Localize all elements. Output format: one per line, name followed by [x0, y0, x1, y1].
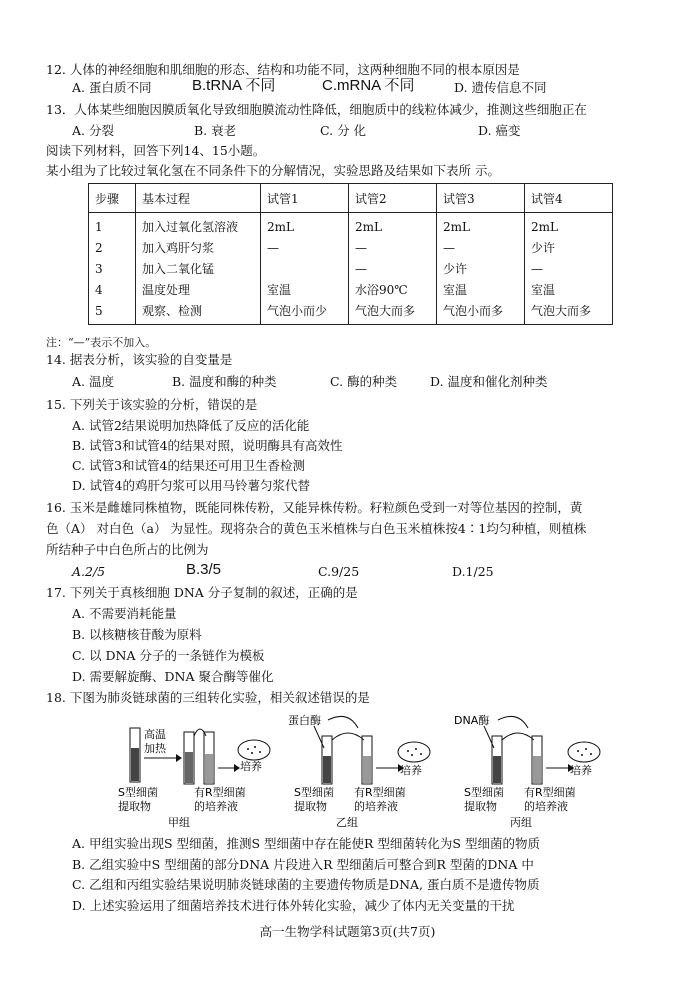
- experiment-table: [88, 183, 613, 325]
- tube4-column: 2mL 少许 — 室温 气泡大而多: [525, 213, 613, 325]
- group-bing: [454, 713, 600, 829]
- enzyme-label-3: DNA酶: [454, 714, 490, 727]
- q17-option-a: A. 不需要消耗能量: [72, 606, 177, 621]
- group-jia: [118, 727, 270, 829]
- tube1-column: 2mL — 室温 气泡小而少: [261, 213, 349, 325]
- q17-option-c: C. 以 DNA 分子的一条链作为模板: [72, 648, 265, 663]
- dish-3: [568, 742, 600, 762]
- q15-option-d: D. 试管4的鸡肝匀浆可以用马铃薯匀浆代替: [72, 478, 310, 493]
- extract-label-3b: 提取物: [464, 800, 497, 813]
- q17-option-b: B. 以核糖核苷酸为原料: [72, 627, 202, 642]
- header-tube4: 试管4: [525, 184, 613, 213]
- arrow-head-heat: [176, 754, 182, 762]
- q16-line2: 色（A） 对白色（a） 为显性。现将杂合的黄色玉米植株与白色玉米植株按4∶1均匀种植，则植株: [46, 521, 587, 536]
- header-step: 步骤: [89, 184, 136, 213]
- q12-option-a: A. 蛋白质不同: [72, 80, 152, 95]
- extract-label-1b: 提取物: [118, 800, 151, 813]
- tube2-column: 2mL — — 水浴90℃ 气泡大而多: [349, 213, 437, 325]
- tube3-column: 2mL — 少许 室温 气泡小而多: [437, 213, 525, 325]
- q12-option-c: C.mRNA 不同: [322, 77, 415, 94]
- header-tube3: 试管3: [437, 184, 525, 213]
- header-tube1: 试管1: [261, 184, 349, 213]
- q12-option-d: D. 遗传信息不同: [454, 80, 547, 95]
- medium-label-1a: 有R型细菌: [194, 786, 246, 799]
- q16-line3: 所结种子中白色所占的比例为: [46, 542, 209, 557]
- header-tube2: 试管2: [349, 184, 437, 213]
- s-extract-liquid-1: [131, 748, 139, 781]
- q17-option-d: D. 需要解旋酶、DNA 聚合酶等催化: [72, 669, 274, 684]
- q12-option-b: B.tRNA 不同: [192, 77, 276, 94]
- q13-option-d: D. 癌变: [478, 123, 521, 138]
- medium-label-1b: 的培养液: [194, 800, 238, 813]
- q14-option-a: A. 温度: [72, 374, 114, 389]
- q16-option-c: C.9/25: [318, 564, 360, 579]
- q16-option-b: B.3/5: [186, 561, 222, 578]
- q18-option-a: A. 甲组实验出现S 型细菌，推测S 型细菌中存在能使R 型细菌转化为S 型细菌的物质: [72, 836, 540, 851]
- dish-1: [238, 740, 270, 760]
- reading-intro: 阅读下列材料，回答下列14、15小题。: [46, 143, 266, 158]
- group-label-yi: 乙组: [336, 816, 358, 829]
- q13-option-c: C. 分 化: [320, 123, 367, 138]
- q17-stem: 17. 下列关于真核细胞 DNA 分子复制的叙述，正确的是: [46, 585, 358, 600]
- q15-option-a: A. 试管2结果说明加热降低了反应的活化能: [72, 418, 310, 433]
- heat-label-1: 高温: [144, 728, 166, 741]
- table-note: 注：“—”表示不加入。: [46, 336, 157, 349]
- culture-label-2: 培养: [400, 764, 422, 777]
- page-footer: 高一生物学科试题第3页(共7页): [259, 924, 436, 939]
- q18-option-d: D. 上述实验运用了细菌培养技术进行体外转化实验，减少了体内无关变量的干扰: [72, 898, 515, 913]
- q14-stem: 14. 据表分析，该实验的自变量是: [46, 352, 233, 367]
- q16-option-a: A.2/5: [72, 564, 106, 579]
- heat-label-2: 加热: [144, 742, 166, 755]
- q12-stem: 12. 人体的神经细胞和肌细胞的形态、结构和功能不同，这两种细胞不同的根本原因是: [46, 62, 520, 77]
- process-column: 加入过氧化氢溶液 加入鸡肝匀浆 加入二氧化锰 温度处理 观察、检测: [136, 213, 261, 325]
- culture-label-3: 培养: [570, 764, 592, 777]
- enzyme-label-2: 蛋白酶: [288, 714, 321, 727]
- q16-line1: 16. 玉米是雌雄同株植物，既能同株传粉，又能异株传粉。籽粒颜色受到一对等位基因的控制，黄: [46, 500, 583, 515]
- medium-label-3a: 有R型细菌: [524, 786, 576, 799]
- q18-option-b: B. 乙组实验中S 型细菌的部分DNA 片段进入R 型细菌后可整合到R 型菌的DNA 中: [72, 857, 534, 872]
- r-liquid-1: [205, 754, 213, 783]
- header-process: 基本过程: [136, 184, 261, 213]
- group-yi: [288, 713, 430, 829]
- q14-option-b: B. 温度和酶的种类: [172, 374, 277, 389]
- q18-stem: 18. 下图为肺炎链球菌的三组转化实验，相关叙述错误的是: [46, 690, 370, 705]
- experiment-intro: 某小组为了比较过氧化氢在不同条件下的分解情况，实验思路及结果如下表所 示。: [46, 163, 500, 178]
- q13-stem: 13．人体某些细胞因膜质氧化导致细胞膜流动性降低，细胞质中的线粒体减少，推测这些细胞正在: [46, 102, 587, 117]
- culture-label-1: 培养: [240, 760, 262, 773]
- dish-2: [398, 742, 430, 762]
- extract-label-2a: S型细菌: [294, 786, 334, 799]
- step-column: 1 2 3 4 5: [89, 213, 136, 325]
- q14-option-c: C. 酶的种类: [330, 374, 398, 389]
- transformation-experiment-figure: [118, 712, 638, 832]
- q16-option-d: D.1/25: [452, 564, 494, 579]
- q15-stem: 15. 下列关于该实验的分析，错误的是: [46, 397, 258, 412]
- enzyme-arrow-2: [328, 716, 358, 728]
- q15-option-c: C. 试管3和试管4的结果还可用卫生香检测: [72, 458, 305, 473]
- medium-label-2b: 的培养液: [354, 800, 398, 813]
- extract-label-2b: 提取物: [294, 800, 327, 813]
- group-label-jia: 甲组: [168, 816, 190, 829]
- q18-option-c: C. 乙组和丙组实验结果说明肺炎链球菌的主要遗传物质是DNA, 蛋白质不是遗传物质: [72, 877, 540, 892]
- heated-liquid: [185, 752, 193, 783]
- extract-label-1a: S型细菌: [118, 786, 158, 799]
- medium-label-2a: 有R型细菌: [354, 786, 406, 799]
- group-label-bing: 丙组: [510, 816, 532, 829]
- q13-option-b: B. 衰老: [194, 123, 237, 138]
- medium-label-3b: 的培养液: [524, 800, 568, 813]
- extract-label-3a: S型细菌: [464, 786, 504, 799]
- q14-option-d: D. 温度和催化剂种类: [430, 374, 548, 389]
- q15-option-b: B. 试管3和试管4的结果对照，说明酶具有高效性: [72, 438, 343, 453]
- q13-option-a: A. 分裂: [72, 123, 114, 138]
